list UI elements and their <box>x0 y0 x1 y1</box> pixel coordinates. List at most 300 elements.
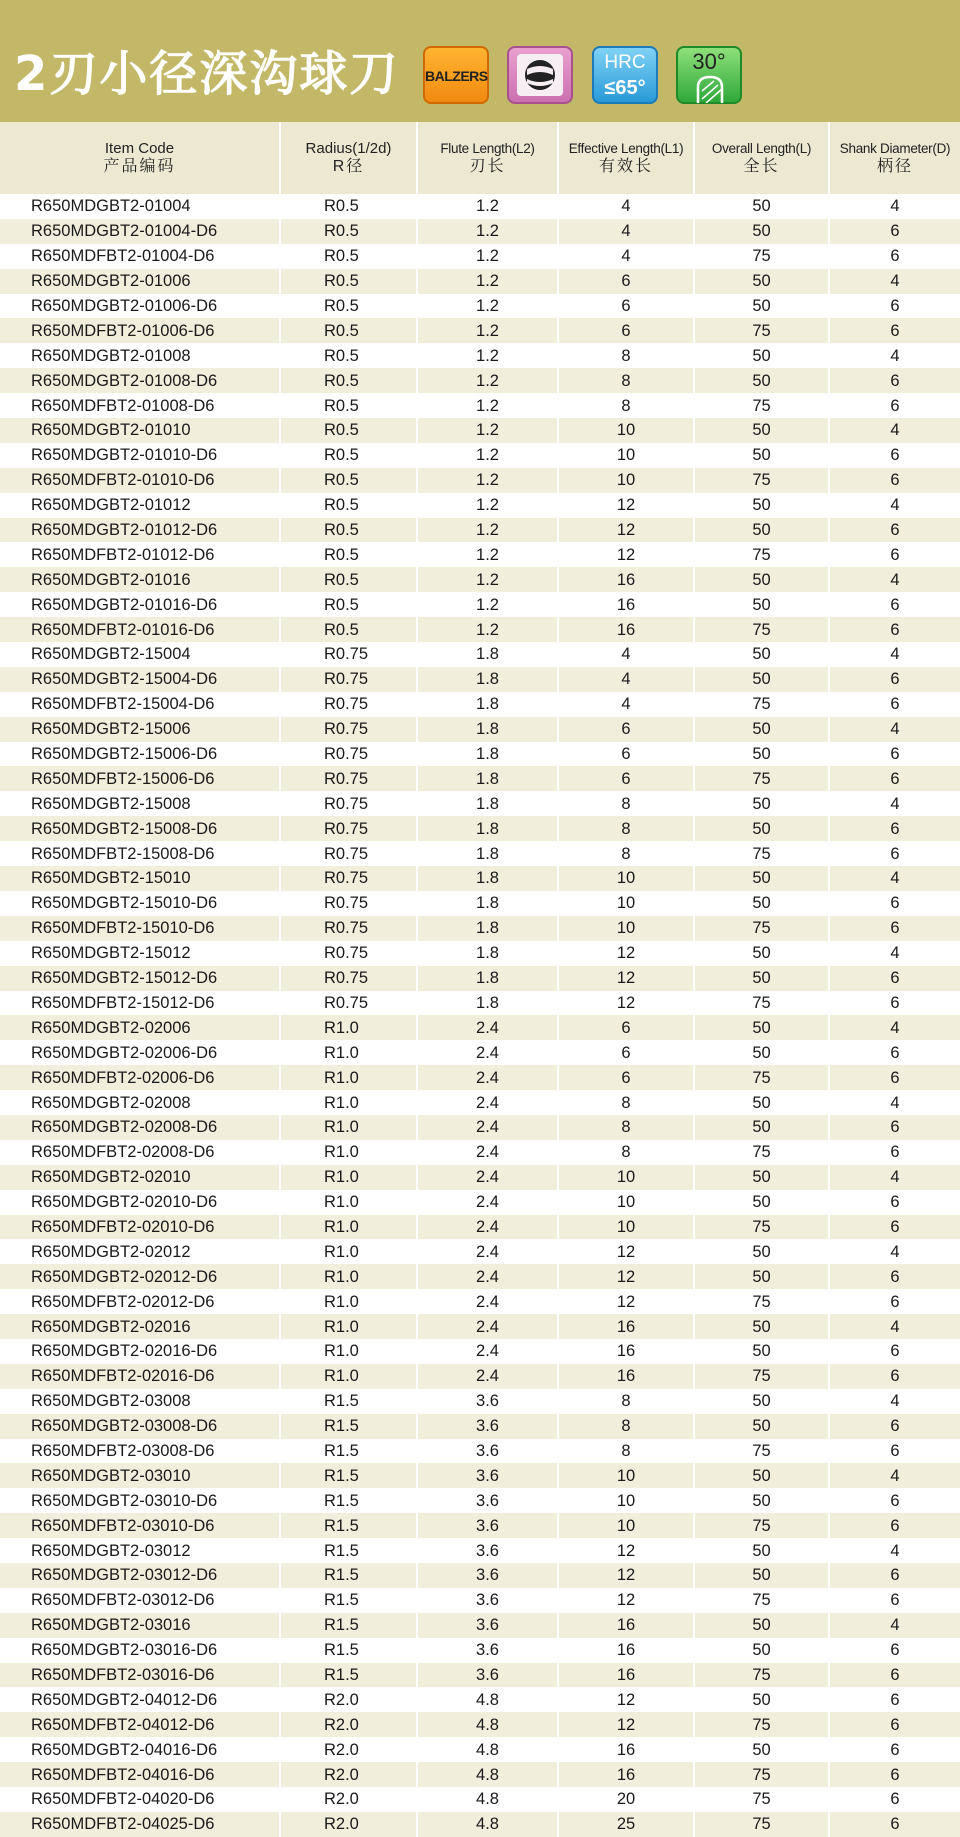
table-row <box>0 866 960 891</box>
cell-flute-length: 1.8 <box>417 941 558 966</box>
cell-shank-diameter: 6 <box>829 294 960 319</box>
cell-flute-length: 1.2 <box>417 617 558 642</box>
cell-shank-diameter: 4 <box>829 567 960 592</box>
hrc-value: ≤65° <box>604 77 646 99</box>
cell-item-code: R650MDGBT2-03016-D6 <box>0 1638 280 1663</box>
cell-effective-length: 10 <box>558 468 694 493</box>
cell-shank-diameter: 6 <box>829 1687 960 1712</box>
cell-radius: R0.75 <box>280 966 417 991</box>
cell-flute-length: 3.6 <box>417 1638 558 1663</box>
cell-overall-length: 50 <box>694 343 829 368</box>
cell-shank-diameter: 6 <box>829 393 960 418</box>
table-row <box>0 1389 960 1414</box>
cell-radius: R1.0 <box>280 1040 417 1065</box>
cell-effective-length: 10 <box>558 1463 694 1488</box>
cell-shank-diameter: 4 <box>829 1538 960 1563</box>
spec-table <box>0 122 960 1837</box>
cell-item-code: R650MDGBT2-04016-D6 <box>0 1737 280 1762</box>
cell-item-code: R650MDGBT2-02012 <box>0 1239 280 1264</box>
cell-overall-length: 75 <box>694 841 829 866</box>
cell-radius: R1.5 <box>280 1638 417 1663</box>
cell-overall-length: 75 <box>694 1812 829 1837</box>
cell-shank-diameter: 6 <box>829 318 960 343</box>
cell-radius: R1.0 <box>280 1289 417 1314</box>
cell-flute-length: 2.4 <box>417 1314 558 1339</box>
cell-overall-length: 50 <box>694 742 829 767</box>
cell-shank-diameter: 6 <box>829 891 960 916</box>
cell-radius: R1.5 <box>280 1488 417 1513</box>
cell-flute-length: 1.8 <box>417 667 558 692</box>
cell-overall-length: 50 <box>694 941 829 966</box>
cell-effective-length: 8 <box>558 791 694 816</box>
cell-effective-length: 6 <box>558 269 694 294</box>
cell-item-code: R650MDGBT2-15004-D6 <box>0 667 280 692</box>
cell-flute-length: 1.2 <box>417 592 558 617</box>
cell-overall-length: 75 <box>694 318 829 343</box>
cell-effective-length: 10 <box>558 1513 694 1538</box>
cell-effective-length: 8 <box>558 841 694 866</box>
col-radius: Radius(1/2d) R径 <box>280 122 417 194</box>
cell-effective-length: 16 <box>558 592 694 617</box>
cell-shank-diameter: 6 <box>829 468 960 493</box>
cell-overall-length: 75 <box>694 1215 829 1240</box>
cell-radius: R0.5 <box>280 219 417 244</box>
cell-overall-length: 50 <box>694 1090 829 1115</box>
cell-overall-length: 50 <box>694 194 829 219</box>
col-effective-length: Effective Length(L1) 有效长 <box>558 122 694 194</box>
hardness-badge <box>592 46 658 104</box>
cell-radius: R2.0 <box>280 1787 417 1812</box>
cell-shank-diameter: 6 <box>829 542 960 567</box>
cell-overall-length: 75 <box>694 1065 829 1090</box>
table-row <box>0 1563 960 1588</box>
table-row <box>0 791 960 816</box>
cell-item-code: R650MDFBT2-01004-D6 <box>0 244 280 269</box>
cell-shank-diameter: 6 <box>829 667 960 692</box>
cell-overall-length: 75 <box>694 1712 829 1737</box>
cell-radius: R0.5 <box>280 518 417 543</box>
cell-radius: R1.5 <box>280 1389 417 1414</box>
cell-flute-length: 1.2 <box>417 468 558 493</box>
cell-flute-length: 1.8 <box>417 966 558 991</box>
cell-shank-diameter: 6 <box>829 1513 960 1538</box>
cell-overall-length: 50 <box>694 1389 829 1414</box>
cell-item-code: R650MDFBT2-01012-D6 <box>0 542 280 567</box>
cell-item-code: R650MDGBT2-01008 <box>0 343 280 368</box>
helix-icon <box>694 75 726 103</box>
cell-flute-length: 1.2 <box>417 219 558 244</box>
table-row <box>0 1663 960 1688</box>
cell-radius: R1.0 <box>280 1364 417 1389</box>
cell-effective-length: 8 <box>558 343 694 368</box>
cell-effective-length: 4 <box>558 219 694 244</box>
cell-overall-length: 50 <box>694 493 829 518</box>
cell-shank-diameter: 6 <box>829 1737 960 1762</box>
cell-item-code: R650MDFBT2-15010-D6 <box>0 916 280 941</box>
cell-effective-length: 16 <box>558 1638 694 1663</box>
cell-effective-length: 6 <box>558 717 694 742</box>
cell-flute-length: 1.8 <box>417 816 558 841</box>
table-row <box>0 1513 960 1538</box>
balzers-coating-badge <box>423 46 489 104</box>
cell-overall-length: 50 <box>694 368 829 393</box>
table-row <box>0 1289 960 1314</box>
cell-item-code: R650MDGBT2-15006-D6 <box>0 742 280 767</box>
cell-item-code: R650MDFBT2-15012-D6 <box>0 991 280 1016</box>
cell-overall-length: 50 <box>694 1687 829 1712</box>
cell-effective-length: 8 <box>558 368 694 393</box>
cell-flute-length: 1.2 <box>417 542 558 567</box>
cell-flute-length: 2.4 <box>417 1015 558 1040</box>
cell-effective-length: 6 <box>558 294 694 319</box>
cell-shank-diameter: 4 <box>829 1463 960 1488</box>
cell-item-code: R650MDGBT2-04012-D6 <box>0 1687 280 1712</box>
table-row <box>0 567 960 592</box>
cell-flute-length: 3.6 <box>417 1389 558 1414</box>
table-row <box>0 742 960 767</box>
cell-overall-length: 50 <box>694 294 829 319</box>
table-row <box>0 1613 960 1638</box>
table-row <box>0 1140 960 1165</box>
cell-flute-length: 1.2 <box>417 244 558 269</box>
cell-radius: R0.75 <box>280 816 417 841</box>
coating-icon-badge <box>507 46 573 104</box>
cell-flute-length: 3.6 <box>417 1613 558 1638</box>
cell-radius: R0.75 <box>280 642 417 667</box>
cell-shank-diameter: 6 <box>829 443 960 468</box>
cell-radius: R0.5 <box>280 468 417 493</box>
cell-effective-length: 12 <box>558 1538 694 1563</box>
cell-flute-length: 1.8 <box>417 766 558 791</box>
cell-item-code: R650MDFBT2-15004-D6 <box>0 692 280 717</box>
cell-flute-length: 2.4 <box>417 1364 558 1389</box>
table-row <box>0 941 960 966</box>
cell-effective-length: 12 <box>558 991 694 1016</box>
cell-effective-length: 16 <box>558 1339 694 1364</box>
cell-shank-diameter: 4 <box>829 1389 960 1414</box>
table-row <box>0 393 960 418</box>
table-row <box>0 966 960 991</box>
cell-item-code: R650MDGBT2-03010 <box>0 1463 280 1488</box>
cell-radius: R1.5 <box>280 1414 417 1439</box>
cell-shank-diameter: 6 <box>829 692 960 717</box>
cell-item-code: R650MDGBT2-15004 <box>0 642 280 667</box>
cell-radius: R1.5 <box>280 1513 417 1538</box>
cell-flute-length: 1.8 <box>417 991 558 1016</box>
cell-radius: R0.5 <box>280 493 417 518</box>
cell-flute-length: 2.4 <box>417 1165 558 1190</box>
header-row <box>0 122 960 194</box>
cell-radius: R1.0 <box>280 1090 417 1115</box>
cell-flute-length: 4.8 <box>417 1787 558 1812</box>
cell-shank-diameter: 6 <box>829 1812 960 1837</box>
cell-radius: R0.5 <box>280 194 417 219</box>
cell-effective-length: 6 <box>558 1015 694 1040</box>
table-row <box>0 1687 960 1712</box>
cell-effective-length: 8 <box>558 1439 694 1464</box>
table-row <box>0 766 960 791</box>
cell-flute-length: 3.6 <box>417 1663 558 1688</box>
cell-effective-length: 8 <box>558 1140 694 1165</box>
cell-radius: R2.0 <box>280 1712 417 1737</box>
cell-effective-length: 6 <box>558 766 694 791</box>
cell-item-code: R650MDFBT2-01016-D6 <box>0 617 280 642</box>
cell-overall-length: 50 <box>694 443 829 468</box>
table-row <box>0 194 960 219</box>
cell-radius: R1.0 <box>280 1190 417 1215</box>
cell-item-code: R650MDGBT2-03010-D6 <box>0 1488 280 1513</box>
cell-item-code: R650MDGBT2-01012 <box>0 493 280 518</box>
cell-shank-diameter: 6 <box>829 1787 960 1812</box>
table-row <box>0 368 960 393</box>
cell-item-code: R650MDFBT2-03010-D6 <box>0 1513 280 1538</box>
cell-overall-length: 50 <box>694 1264 829 1289</box>
cell-item-code: R650MDGBT2-01010 <box>0 418 280 443</box>
table-row <box>0 667 960 692</box>
cell-shank-diameter: 6 <box>829 1040 960 1065</box>
cell-shank-diameter: 6 <box>829 219 960 244</box>
table-row <box>0 617 960 642</box>
table-row <box>0 1488 960 1513</box>
table-row <box>0 493 960 518</box>
cell-shank-diameter: 6 <box>829 816 960 841</box>
cell-radius: R1.5 <box>280 1663 417 1688</box>
cell-radius: R1.0 <box>280 1065 417 1090</box>
cell-effective-length: 8 <box>558 1389 694 1414</box>
cell-radius: R2.0 <box>280 1812 417 1837</box>
cell-item-code: R650MDGBT2-15006 <box>0 717 280 742</box>
cell-radius: R0.5 <box>280 318 417 343</box>
cell-effective-length: 12 <box>558 1588 694 1613</box>
cell-radius: R1.0 <box>280 1239 417 1264</box>
cell-flute-length: 1.8 <box>417 692 558 717</box>
cell-radius: R1.0 <box>280 1015 417 1040</box>
cell-effective-length: 10 <box>558 1215 694 1240</box>
table-row <box>0 1712 960 1737</box>
hrc-label: HRC <box>604 52 646 73</box>
table-row <box>0 1239 960 1264</box>
table-row <box>0 1115 960 1140</box>
cell-effective-length: 8 <box>558 393 694 418</box>
cell-overall-length: 50 <box>694 1613 829 1638</box>
cell-item-code: R650MDGBT2-01016-D6 <box>0 592 280 617</box>
cell-flute-length: 3.6 <box>417 1588 558 1613</box>
cell-shank-diameter: 4 <box>829 194 960 219</box>
cell-flute-length: 1.8 <box>417 742 558 767</box>
table-row <box>0 692 960 717</box>
cell-shank-diameter: 6 <box>829 1488 960 1513</box>
cell-shank-diameter: 6 <box>829 518 960 543</box>
cell-flute-length: 1.8 <box>417 791 558 816</box>
table-row <box>0 1264 960 1289</box>
cell-flute-length: 1.2 <box>417 443 558 468</box>
table-row <box>0 244 960 269</box>
cell-overall-length: 50 <box>694 1115 829 1140</box>
cell-item-code: R650MDFBT2-02010-D6 <box>0 1215 280 1240</box>
cell-shank-diameter: 6 <box>829 1663 960 1688</box>
cell-flute-length: 3.6 <box>417 1463 558 1488</box>
cell-item-code: R650MDFBT2-01006-D6 <box>0 318 280 343</box>
cell-item-code: R650MDGBT2-01006-D6 <box>0 294 280 319</box>
cell-radius: R0.5 <box>280 542 417 567</box>
table-row <box>0 1314 960 1339</box>
cell-item-code: R650MDFBT2-02006-D6 <box>0 1065 280 1090</box>
cell-overall-length: 50 <box>694 567 829 592</box>
cell-effective-length: 12 <box>558 1264 694 1289</box>
cell-flute-length: 1.2 <box>417 567 558 592</box>
balzers-label: BALZERS <box>425 68 488 84</box>
cell-shank-diameter: 4 <box>829 1314 960 1339</box>
cell-effective-length: 6 <box>558 1040 694 1065</box>
cell-effective-length: 16 <box>558 1314 694 1339</box>
table-row <box>0 717 960 742</box>
table-row <box>0 542 960 567</box>
cell-item-code: R650MDGBT2-01004-D6 <box>0 219 280 244</box>
cell-item-code: R650MDGBT2-02006-D6 <box>0 1040 280 1065</box>
cell-item-code: R650MDFBT2-04020-D6 <box>0 1787 280 1812</box>
table-row <box>0 1040 960 1065</box>
cell-item-code: R650MDGBT2-15010 <box>0 866 280 891</box>
col-overall-length: Overall Length(L) 全长 <box>694 122 829 194</box>
cell-overall-length: 75 <box>694 1289 829 1314</box>
table-row <box>0 468 960 493</box>
cell-overall-length: 50 <box>694 1488 829 1513</box>
cell-flute-length: 1.2 <box>417 518 558 543</box>
table-row <box>0 891 960 916</box>
cell-radius: R1.0 <box>280 1339 417 1364</box>
cell-item-code: R650MDFBT2-03012-D6 <box>0 1588 280 1613</box>
table-row <box>0 816 960 841</box>
cell-flute-length: 4.8 <box>417 1737 558 1762</box>
cell-effective-length: 10 <box>558 1488 694 1513</box>
cell-shank-diameter: 4 <box>829 1090 960 1115</box>
cell-flute-length: 3.6 <box>417 1563 558 1588</box>
cell-shank-diameter: 4 <box>829 1165 960 1190</box>
cell-overall-length: 50 <box>694 1463 829 1488</box>
cell-shank-diameter: 4 <box>829 717 960 742</box>
cell-shank-diameter: 4 <box>829 866 960 891</box>
cell-effective-length: 12 <box>558 1239 694 1264</box>
cell-radius: R0.5 <box>280 269 417 294</box>
cell-radius: R0.75 <box>280 941 417 966</box>
cell-radius: R0.75 <box>280 891 417 916</box>
cell-item-code: R650MDGBT2-02010 <box>0 1165 280 1190</box>
cell-shank-diameter: 6 <box>829 617 960 642</box>
cell-flute-length: 2.4 <box>417 1115 558 1140</box>
cell-radius: R0.75 <box>280 717 417 742</box>
cell-effective-length: 12 <box>558 1687 694 1712</box>
col-shank-diameter: Shank Diameter(D) 柄径 <box>829 122 960 194</box>
cell-flute-length: 1.2 <box>417 343 558 368</box>
cell-radius: R0.75 <box>280 791 417 816</box>
title-banner <box>0 0 960 122</box>
cell-effective-length: 10 <box>558 866 694 891</box>
col-item-code: Item Code 产品编码 <box>0 122 280 194</box>
cell-overall-length: 50 <box>694 1563 829 1588</box>
cell-item-code: R650MDGBT2-15008 <box>0 791 280 816</box>
cell-overall-length: 75 <box>694 617 829 642</box>
cell-overall-length: 75 <box>694 1588 829 1613</box>
cell-item-code: R650MDGBT2-02016-D6 <box>0 1339 280 1364</box>
cell-effective-length: 16 <box>558 1613 694 1638</box>
cell-overall-length: 50 <box>694 866 829 891</box>
cell-item-code: R650MDGBT2-02010-D6 <box>0 1190 280 1215</box>
cell-item-code: R650MDFBT2-15008-D6 <box>0 841 280 866</box>
table-row <box>0 1638 960 1663</box>
cell-radius: R1.5 <box>280 1563 417 1588</box>
cell-item-code: R650MDGBT2-15008-D6 <box>0 816 280 841</box>
cell-radius: R0.5 <box>280 443 417 468</box>
cell-radius: R1.0 <box>280 1215 417 1240</box>
cell-radius: R2.0 <box>280 1687 417 1712</box>
cell-shank-diameter: 4 <box>829 1613 960 1638</box>
cell-item-code: R650MDGBT2-01008-D6 <box>0 368 280 393</box>
col-flute-length: Flute Length(L2) 刃长 <box>417 122 558 194</box>
cell-flute-length: 3.6 <box>417 1538 558 1563</box>
cell-item-code: R650MDGBT2-01010-D6 <box>0 443 280 468</box>
table-row <box>0 1538 960 1563</box>
cell-shank-diameter: 6 <box>829 1588 960 1613</box>
cell-radius: R0.75 <box>280 766 417 791</box>
cell-shank-diameter: 6 <box>829 1414 960 1439</box>
cell-effective-length: 12 <box>558 518 694 543</box>
cell-overall-length: 75 <box>694 1787 829 1812</box>
cell-shank-diameter: 6 <box>829 1140 960 1165</box>
cell-radius: R0.5 <box>280 592 417 617</box>
cell-shank-diameter: 6 <box>829 1762 960 1787</box>
cell-shank-diameter: 6 <box>829 368 960 393</box>
cell-item-code: R650MDFBT2-02016-D6 <box>0 1364 280 1389</box>
cell-item-code: R650MDGBT2-02008-D6 <box>0 1115 280 1140</box>
cell-flute-length: 1.2 <box>417 194 558 219</box>
cell-effective-length: 12 <box>558 1563 694 1588</box>
cell-shank-diameter: 4 <box>829 791 960 816</box>
cell-overall-length: 50 <box>694 269 829 294</box>
cell-flute-length: 2.4 <box>417 1215 558 1240</box>
cell-overall-length: 50 <box>694 816 829 841</box>
cell-radius: R1.0 <box>280 1314 417 1339</box>
cell-item-code: R650MDGBT2-01016 <box>0 567 280 592</box>
cell-overall-length: 75 <box>694 991 829 1016</box>
cell-radius: R1.0 <box>280 1115 417 1140</box>
cell-effective-length: 10 <box>558 443 694 468</box>
table-row <box>0 1364 960 1389</box>
table-row <box>0 343 960 368</box>
cell-effective-length: 4 <box>558 667 694 692</box>
cell-overall-length: 75 <box>694 692 829 717</box>
cell-flute-length: 1.2 <box>417 269 558 294</box>
cell-item-code: R650MDFBT2-02012-D6 <box>0 1289 280 1314</box>
cell-shank-diameter: 6 <box>829 841 960 866</box>
cell-item-code: R650MDFBT2-01008-D6 <box>0 393 280 418</box>
cell-overall-length: 75 <box>694 1762 829 1787</box>
cell-shank-diameter: 6 <box>829 1215 960 1240</box>
cell-overall-length: 50 <box>694 518 829 543</box>
cell-effective-length: 10 <box>558 1165 694 1190</box>
table-row <box>0 418 960 443</box>
cell-flute-length: 4.8 <box>417 1762 558 1787</box>
cell-effective-length: 10 <box>558 916 694 941</box>
cell-overall-length: 50 <box>694 1239 829 1264</box>
cell-effective-length: 12 <box>558 542 694 567</box>
cell-item-code: R650MDGBT2-01012-D6 <box>0 518 280 543</box>
cell-overall-length: 50 <box>694 418 829 443</box>
cell-overall-length: 75 <box>694 468 829 493</box>
cell-item-code: R650MDGBT2-15010-D6 <box>0 891 280 916</box>
cell-item-code: R650MDFBT2-03008-D6 <box>0 1439 280 1464</box>
cell-overall-length: 50 <box>694 1339 829 1364</box>
table-row <box>0 318 960 343</box>
